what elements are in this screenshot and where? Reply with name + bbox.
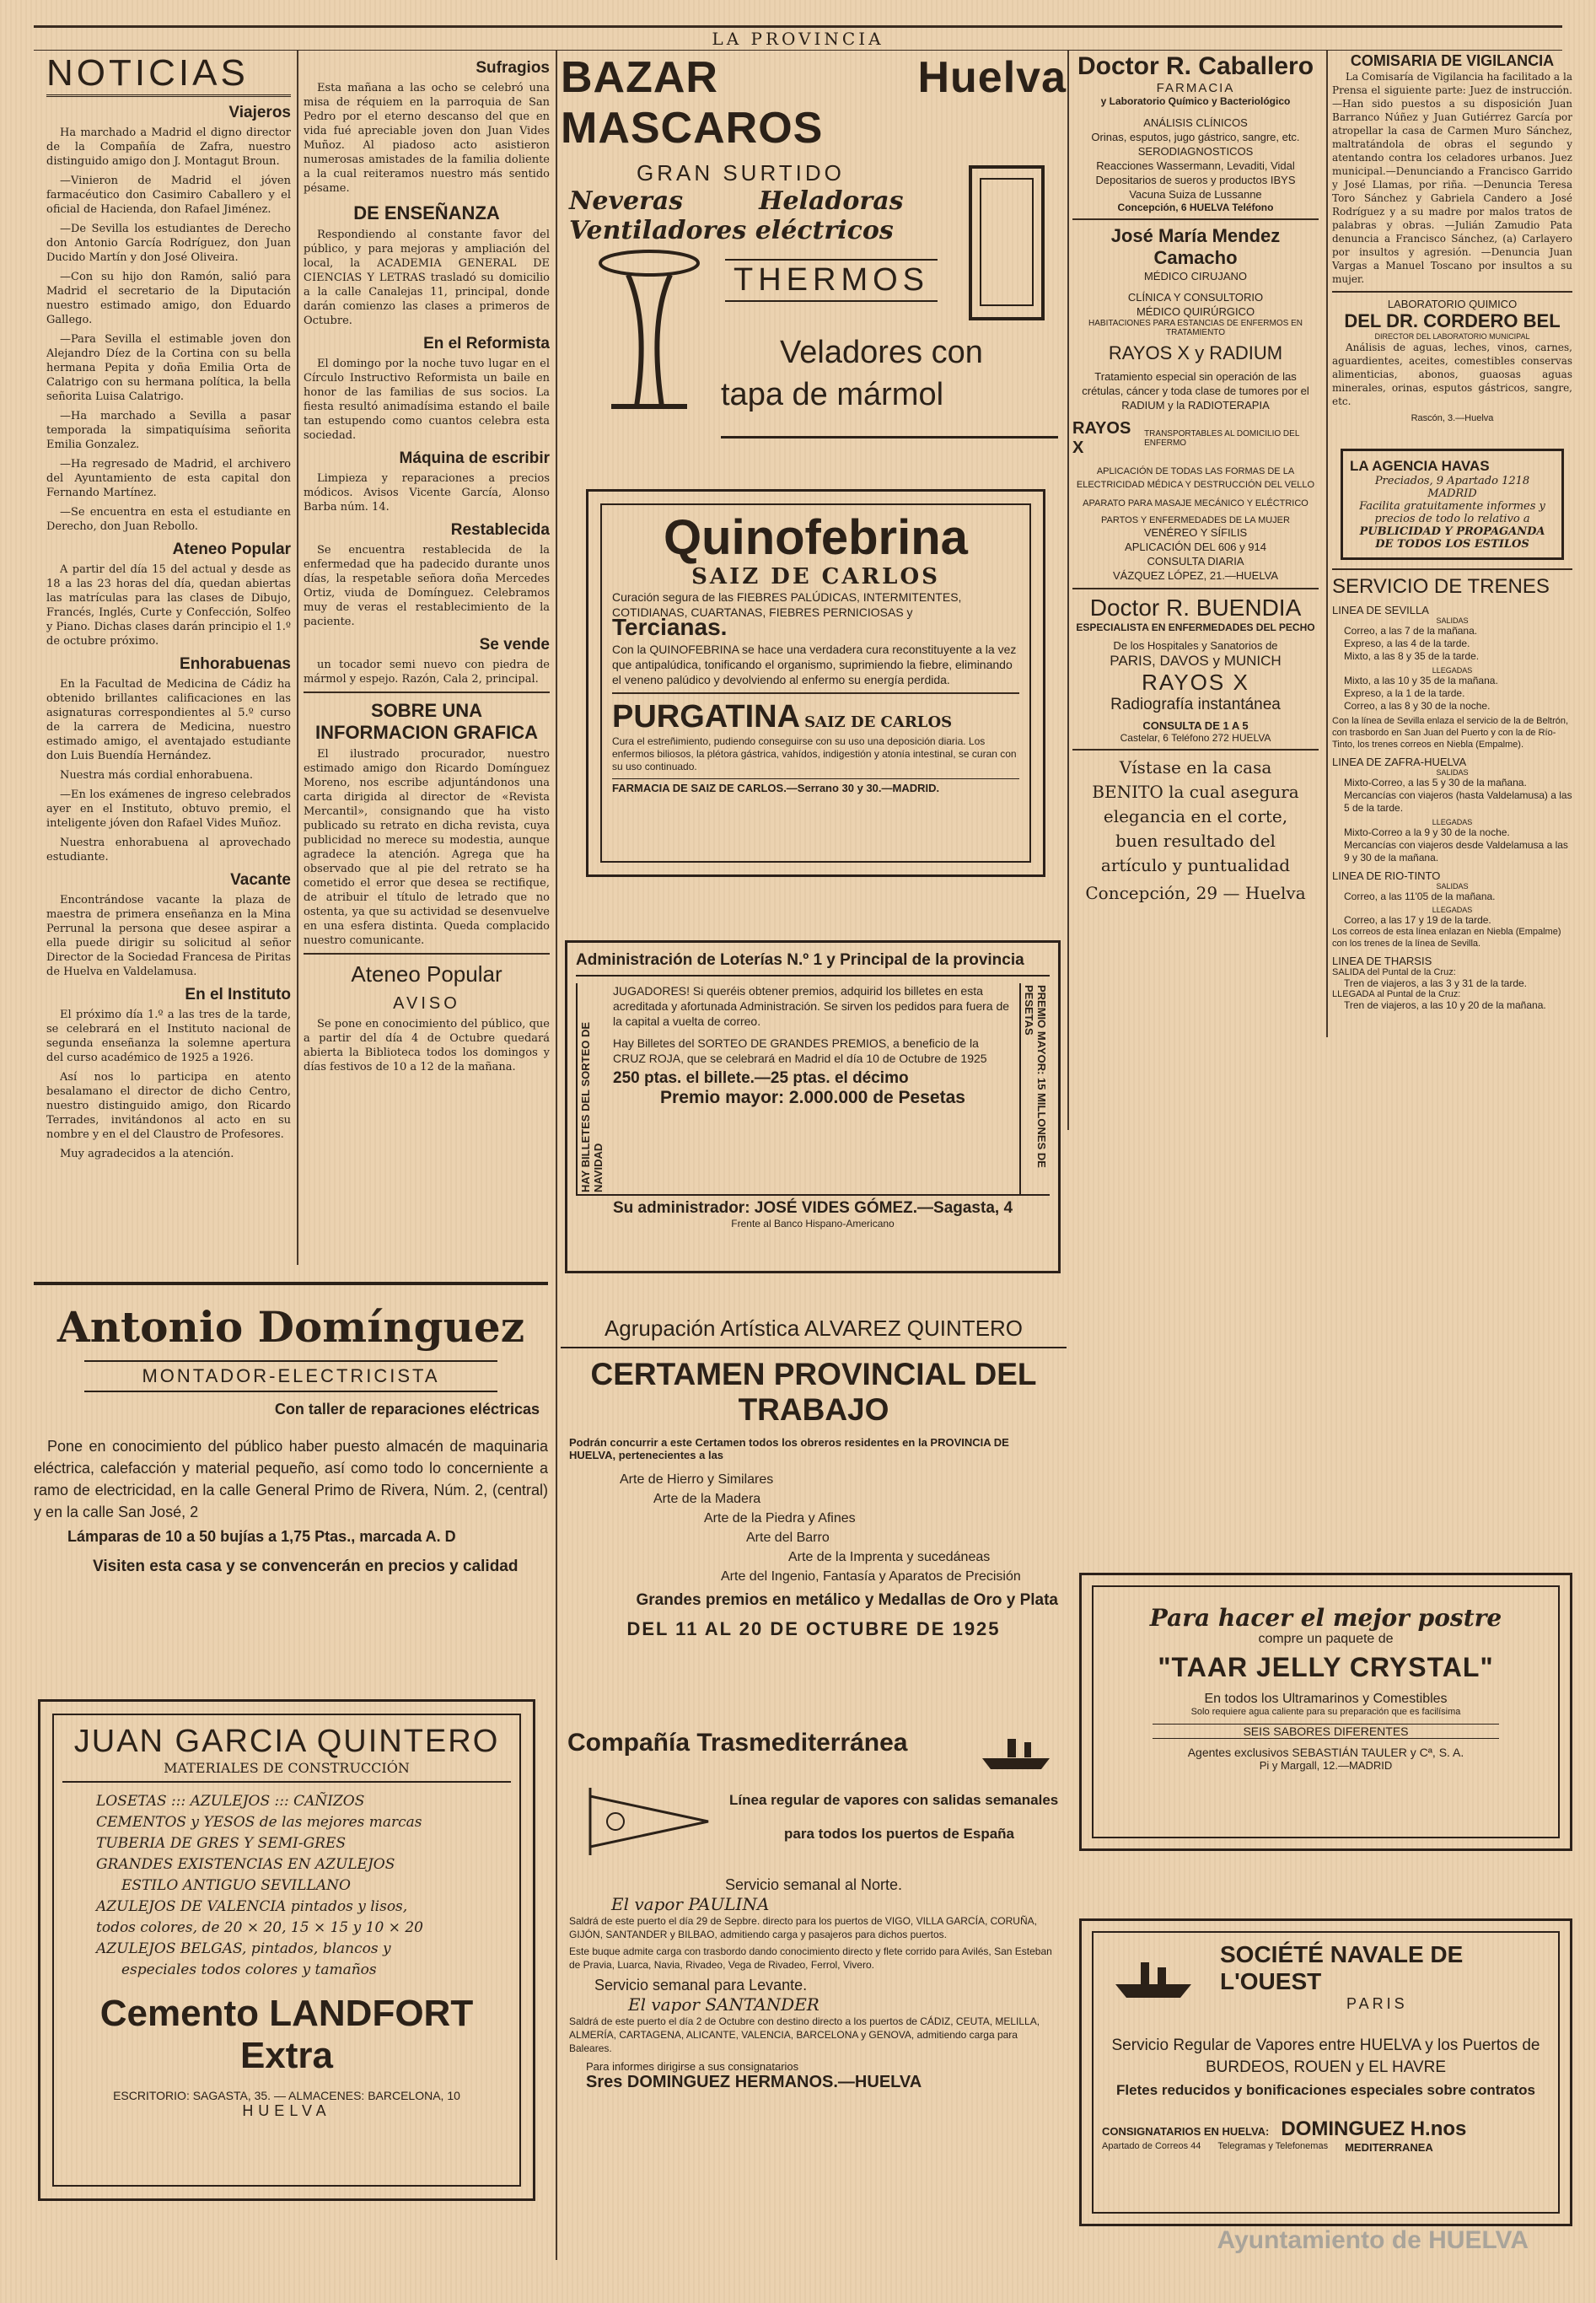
bazar-title: BAZAR MASCAROS	[561, 53, 824, 153]
juan-line: LOSETAS ::: AZULEJOS ::: CAÑIZOS	[96, 1793, 365, 1810]
navale-dominguez: DOMINGUEZ H.nos	[1281, 2117, 1467, 2140]
buendia-ciudades: PARIS, DAVOS y MUNICH	[1110, 653, 1282, 669]
jelly-sabores: SEIS SABORES DIFERENTES	[1153, 1724, 1499, 1739]
caballero-depositarios: Depositarios de sueros y productos IBYS	[1095, 174, 1296, 186]
havas-line4: PUBLICIDAD Y PROPAGANDA DE TODOS LOS ESTILOS	[1359, 525, 1545, 551]
certamen-title: CERTAMEN PROVINCIAL DEL TRABAJO	[590, 1357, 1037, 1427]
trenes-item: Mixto, a las 8 y 35 de la tarde.	[1344, 650, 1480, 662]
juan-cemento: Cemento LANDFORT Extra	[99, 1993, 474, 2076]
comisaria-title: COMISARIA DE VIGILANCIA	[1350, 52, 1555, 69]
caballero-vacuna: Vacuna Suiza de Lussanne	[1129, 188, 1262, 201]
reformista-heading: En el Reformista	[423, 335, 550, 352]
caballero-sero: SERODIAGNOSTICOS	[1137, 145, 1254, 158]
mendez-aplicacion: APLICACIÓN DE TODAS LAS FORMAS DE LA ELECTRICIDAD MÉDICA Y DESTRUCCIÓN DEL VELLO	[1076, 466, 1315, 490]
trenes-salidas: SALIDAS	[1436, 616, 1469, 625]
restablecida-heading: Restablecida	[450, 521, 550, 539]
mendez-habitaciones: HABITACIONES PARA ESTANCIAS DE ENFERMOS EN TRATAMIENTO	[1088, 319, 1303, 337]
havas-ad	[1341, 449, 1564, 560]
loteria-right-vertical: PREMIO MAYOR: 15 MILLONES DE PESETAS	[1019, 983, 1050, 1194]
jelly-dir: Pi y Margall, 12.—MADRID	[1259, 1759, 1393, 1772]
loteria-premio: Premio mayor: 2.000.000 de Pesetas	[660, 1088, 965, 1107]
bazar-neveras: Neveras	[569, 186, 684, 216]
trasmed-puertos: para todos los puertos de España	[784, 1826, 1015, 1842]
viajeros-text: —Con su hijo don Ramón, salió para Madrid el secretario de la Diputación nuestro estimado amigo, don Eduardo Gallego.	[46, 271, 291, 326]
enhorabuenas-text: Nuestra más cordial enhorabuena.	[60, 769, 254, 782]
trasmed-linea: Línea regular de vapores con salidas semanales	[729, 1792, 1059, 1808]
informacion-text: El ilustrado procurador, nuestro estimado amigo don Ricardo Domínguez Moreno, nos escribe adjuntándonos una carta dirigida al director de «Revista Mercantil», consignando que ha visto publicado su retrato en dicha revista, cuya publicidad no merece su modestia, aunque agradece la atención. Agrega que ha observado que al pie del retrato se ha cometido el error que desea se rectifique, de atribuir el título de letrado que no ostenta, ya que su actividad se desenvuelve en una esfera distinta. Queda complacido nuestro comunicante.	[304, 748, 550, 947]
cordero-dir: DIRECTOR DEL LABORATORIO MUNICIPAL	[1374, 332, 1530, 341]
loteria-text: JUGADORES! Si queréis obtener premios, adquirid los billetes en esta acreditada y afortunada Administración. Se sirven los pedidos para fuera de la capital a vuelta de correo.	[613, 984, 1010, 1028]
caballero-lab: y Laboratorio Químico y Bacteriológico	[1100, 95, 1291, 107]
trenes-item: Mixto-Correo, a las 5 y 30 de la mañana.	[1344, 777, 1527, 788]
bazar-ventiladores: Ventiladores eléctricos	[569, 216, 894, 245]
reformista-text: El domingo por la noche tuvo lugar en el Círculo Instructivo Reformista un baile en honor de las familias de sus socios. La fiesta resultó animadísima estando el baile tan estupendo como cuantos celebra esta sociedad.	[304, 358, 550, 442]
viajeros-heading: Viajeros	[228, 104, 291, 121]
navale-apartado: Apartado de Correos 44	[1102, 2141, 1201, 2151]
purgatina-brand: SAIZ DE CARLOS	[804, 713, 953, 731]
sufragios-heading: Sufragios	[476, 59, 550, 77]
trasmed-text2: Este buque admite carga con trasbordo dando conocimiento directo y flete corrido para Avilés, San Esteban de Pravia, Luarca, Navia, Rivadeo, Vega de Rivadeo, Ferrol, Vivero.	[569, 1945, 1052, 1971]
certamen-ad	[561, 1316, 1067, 1699]
loteria-left-vertical: HAY BILLETES DEL SORTEO DE NAVIDAD	[576, 983, 606, 1194]
mendez-consulta: CONSULTA DIARIA	[1147, 555, 1244, 568]
trenes-riotinto: LINEA DE RIO-TINTO	[1332, 869, 1441, 882]
antonio-title: Antonio Domínguez	[56, 1302, 525, 1352]
viajeros-text: —Se encuentra en esta el estudiante en Derecho, don Juan Rebollo.	[46, 506, 291, 533]
jelly-agentes: Agentes exclusivos SEBASTIÁN TAULER y Cª, S. A.	[1187, 1746, 1464, 1759]
juan-sub: MATERIALES DE CONSTRUCCIÓN	[62, 1760, 511, 1783]
navale-text: Servicio Regular de Vapores entre HUELVA y los Puertos de BURDEOS, ROUEN y EL HAVRE	[1111, 2037, 1540, 2076]
cordero-addr: Rascón, 3.—Huelva	[1411, 413, 1494, 423]
trenes-salidas: SALIDAS	[1436, 768, 1469, 777]
mendez-medico: MÉDICO CIRUJANO	[1143, 270, 1248, 282]
vacante-heading: Vacante	[230, 871, 291, 889]
havas-line1: Preciados, 9 Apartado 1218	[1374, 475, 1530, 487]
viajeros-text: Ha marchado a Madrid el digno director de la Compañía de Zafra, nuestro distinguido amigo don J. Montagut Broun.	[46, 126, 291, 168]
instituto-text: El próximo día 1.º a las tres de la tarde, se celebrará en el Instituto nacional de segunda enseñanza la solemne apertura del curso académico de 1925 a 1926.	[46, 1009, 291, 1064]
trasmed-norte: Servicio semanal al Norte.	[724, 1876, 903, 1893]
navale-city: PARIS	[1346, 1995, 1408, 2012]
bazar-veladores: Veladores con	[780, 335, 983, 370]
newspaper-header	[34, 25, 1562, 51]
viajeros-text: —Para Sevilla el estimable joven don Alejandro Díez de la Cortina con su bella hermana Pepita y doña Emilia Orta de Calatrigo con su hermana política, la bella señorita Luisa Calatrigo.	[46, 333, 291, 403]
trenes-item: SALIDA del Puntal de la Cruz:	[1332, 967, 1456, 977]
trenes-title: SERVICIO DE TRENES	[1332, 575, 1550, 598]
ensenanza-heading: DE ENSEÑANZA	[353, 202, 500, 223]
column-divider	[556, 51, 557, 2260]
aviso-text: Se pone en conocimiento del público, que a partir del día 4 de Octubre quedará abierta la Biblioteca todos los domingos y días festivos de 10 a 12 de la mañana.	[304, 1018, 550, 1073]
certamen-arte: Arte de la Imprenta y sucedáneas	[788, 1550, 991, 1564]
buendia-title: Doctor R. BUENDIA	[1089, 595, 1302, 621]
quino-brand: SAIZ DE CARLOS	[691, 564, 940, 589]
caballero-analisis: ANÁLISIS CLÍNICOS	[1143, 116, 1248, 129]
buendia-consulta: CONSULTA DE 1 A 5	[1142, 719, 1249, 732]
instituto-text: Muy agradecidos a la atención.	[60, 1148, 234, 1160]
divider	[304, 691, 550, 693]
mendez-rayos2: RAYOS X	[1072, 419, 1131, 457]
benito-dir: Concepción, 29 — Huelva	[1085, 883, 1306, 903]
ship-icon	[978, 1729, 1054, 1771]
jelly-line2: compre un paquete de	[1258, 1632, 1394, 1646]
enhorabuenas-heading: Enhorabuenas	[180, 655, 291, 673]
certamen-arte: Arte de Hierro y Similares	[620, 1472, 774, 1487]
right-column	[1332, 52, 1572, 1756]
quino-text1: Curación segura de las FIEBRES PALÚDICAS, INTERMITENTES, COTIDIANAS, CUARTANAS, FIEBRES PERNICIOSAS y	[612, 590, 962, 619]
juan-line: especiales todos colores y tamaños	[121, 1961, 377, 1978]
buendia-hosp: De los Hospitales y Sanatorios de	[1113, 639, 1278, 652]
loteria-frente: Frente al Banco Hispano-Americano	[731, 1218, 895, 1230]
navale-title: SOCIÉTÉ NAVALE DE L'OUEST	[1220, 1941, 1464, 1994]
bazar-surtido: GRAN SURTIDO	[637, 160, 845, 186]
viajeros-text: —Ha regresado de Madrid, el archivero del Ayuntamiento de esta capital don Fernando Martínez.	[46, 458, 291, 499]
trenes-llegadas: LLEGADAS	[1432, 906, 1473, 914]
trenes-item: Expreso, a la 1 de la tarde.	[1344, 687, 1465, 699]
noticias-title: NOTICIAS	[46, 52, 291, 97]
steamship-icon	[1111, 1951, 1196, 2001]
juan-line: TUBERIA DE GRES Y SEMI-GRES	[96, 1835, 347, 1852]
trenes-item: Expreso, a las 4 de la tarde.	[1344, 638, 1470, 649]
antonio-sub: MONTADOR-ELECTRICISTA	[84, 1360, 497, 1392]
juan-escritorio: ESCRITORIO: SAGASTA, 35. — ALMACENES: BARCELONA, 10	[113, 2089, 460, 2102]
jelly-line4: Solo requiere agua caliente para su preparación que es facilísima	[1190, 1707, 1461, 1717]
jelly-line1: Para hacer el mejor postre	[1149, 1604, 1502, 1632]
certamen-arte: Arte del Barro	[746, 1531, 830, 1545]
bazar-thermos: THERMOS	[725, 259, 938, 302]
informacion-heading: SOBRE UNA INFORMACION GRAFICA	[315, 700, 538, 743]
vende-text: un tocador semi nuevo con piedra de mármol y espejo. Razón, Cala 2, principal.	[304, 659, 550, 686]
loteria-ad	[565, 940, 1061, 1273]
bazar-ad	[561, 52, 1067, 449]
divider	[612, 692, 1019, 694]
buendia-esp: ESPECIALISTA EN ENFERMEDADES DEL PECHO	[1076, 621, 1315, 633]
antonio-lamparas: Lámparas de 10 a 50 bujías a 1,75 Ptas., marcada A. D	[67, 1528, 456, 1545]
instituto-text: Así nos lo participa en atento besalamano el director de dicho Centro, nuestro distinguido amigo, don Ricardo Terrades, invitándonos al acto en su nombre y en el del Claustro de Profesores.	[46, 1071, 291, 1141]
caballero-reacciones: Reacciones Wassermann, Levaditi, Vidal	[1096, 159, 1295, 172]
trasmed-informes: Para informes dirigirse a sus consignatarios	[586, 2060, 799, 2073]
mendez-quirurgico: MÉDICO QUIRÚRGICO	[1136, 305, 1255, 318]
viajeros-text: —De Sevilla los estudiantes de Derecho don Antonio García Rodríguez, don Juan Ducido Martín y don José Oliveira.	[46, 223, 291, 264]
mendez-aparato: APARATO PARA MASAJE MECÁNICO Y ELÉCTRICO	[1083, 498, 1309, 508]
purgatina-text: Cura el estreñimiento, pudiendo conseguirse con su uso una deposición diaria. Los enfermos biliosos, la plétora gástrica, vahídos, indigestión y atonía intestinal, se curan con su uso continuado.	[612, 735, 1017, 772]
juan-title: JUAN GARCIA QUINTERO	[73, 1724, 500, 1759]
antonio-text: Pone en conocimiento del público haber puesto almacén de maquinaria eléctrica, calefacción y material pequeño, así como todo lo concerniente a ramo de electricidad, en la calle General Primo de Rivera, Núm. 2, (central) y en la calle San José, 2	[34, 1438, 548, 1520]
agrupacion-title: Agrupación Artística ALVAREZ QUINTERO	[561, 1316, 1067, 1348]
divider	[1072, 749, 1319, 751]
trenes-item: Correo, a las 17 y 19 de la tarde.	[1344, 914, 1491, 926]
mendez-clinica: CLÍNICA Y CONSULTORIO	[1127, 291, 1264, 304]
bazar-city: Huelva	[917, 53, 1067, 102]
column-divider	[297, 51, 298, 1265]
ensenanza-text: Respondiendo al constante favor del público, y para mejoras y ampliación del local, la ACADEMIA GENERAL DE CIENCIAS Y LETRAS trasladó su domicilio a la calle Canalejas 11, principal, donde darán comienzo las clases a primeros de Octubre.	[304, 229, 550, 327]
column-divider	[1326, 51, 1328, 1037]
mendez-transportables: TRANSPORTABLES AL DOMICILIO DEL ENFERMO	[1144, 429, 1300, 448]
quino-text2: Con la QUINOFEBRINA se hace una verdadera cura reconstituyente a la vez que antipalúdica, tonificando el organismo, suprimiendo la fiebre, eliminando el veneno palúdico y devolviendo al enfermo su energía perdida.	[612, 643, 1017, 686]
trenes-item: Tren de viajeros, a las 10 y 20 de la mañana.	[1344, 999, 1546, 1011]
juan-garcia-ad	[38, 1699, 535, 2201]
navale-ad	[1079, 1918, 1572, 2226]
trenes-item: LLEGADA al Puntal de la Cruz:	[1332, 989, 1461, 999]
trenes-llegadas: LLEGADAS	[1432, 666, 1473, 675]
juan-line: CEMENTOS y YESOS de las mejores marcas	[96, 1814, 422, 1831]
ateneo2-heading: Ateneo Popular	[351, 961, 502, 987]
archive-watermark: Ayuntamiento de HUELVA	[1217, 2226, 1529, 2254]
trenes-zafra: LINEA DE ZAFRA-HUELVA	[1332, 756, 1467, 768]
vende-heading: Se vende	[479, 636, 550, 654]
aviso-heading: AVISO	[393, 994, 460, 1013]
enhorabuenas-text: Nuestra enhorabuena al aprovechado estudiante.	[46, 837, 291, 864]
restablecida-text: Se encuentra restablecida de la enfermedad que ha padecido durante unos días, la respetable señora doña Mercedes Ortiz, viuda de Domínguez. Celebramos muy de veras el restablecimiento de la paciente.	[304, 544, 550, 628]
trenes-item: Correo, a las 11'05 de la mañana.	[1344, 891, 1496, 902]
trenes-item: Mixto, a las 10 y 35 de la mañana.	[1344, 675, 1498, 686]
trasmed-text3: Saldrá de este puerto el día 2 de Octubre con destino directo a los puertos de CÁDIZ, CEUTA, MELILLA, ALMERÍA, CARTAGENA, ALICANTE, VALENCIA, BARCELONA y GENOVA, admitiendo carga para Baleares.	[569, 2015, 1040, 2054]
havas-line3: Facilita gratuitamente informes y precios de todo lo relativo a	[1359, 500, 1545, 525]
trasmed-ad	[561, 1729, 1067, 2226]
quino-pharmacy: FARMACIA DE SAIZ DE CARLOS.—Serrano 30 y 30.—MADRID.	[612, 778, 1019, 794]
trasmed-vapor2: El vapor SANTANDER	[628, 1994, 819, 2015]
mendez-rayos: RAYOS X y RADIUM	[1108, 342, 1283, 363]
trasmed-levante: Servicio semanal para Levante.	[594, 1977, 808, 1994]
column-divider	[1067, 51, 1069, 1130]
enhorabuenas-text: —En los exámenes de ingreso celebrados ayer en el Instituto, obtuvo premio, el inteligente jóven don Rafael Vides Muñoz.	[46, 788, 291, 830]
ateneo-text: A partir del día 15 del actual y desde as 18 a las 23 horas del día, quedan abiertas las matrículas para las clases de Dibujo, Francés, Inglés, Curte y Confección, Solfeo y Piano. Dichas clases darán principio el 1.º de octubre próximo.	[46, 563, 291, 648]
trasmed-text1: Saldrá de este puerto el día 29 de Sepbre. directo para los puertos de VIGO, VILLA GARCÍA, CORUÑA, GIJÓN, SANTANDER y BILBAO, admitiendo carga y pasajeros para dichos puertos.	[569, 1915, 1037, 1940]
buendia-rayos: RAYOS X	[1142, 670, 1249, 695]
certamen-intro: Podrán concurrir a este Certamen todos los obreros residentes en la PROVINCIA DE HUELVA, pertenecientes a las	[569, 1436, 1009, 1461]
trenes-sevilla: LINEA DE SEVILLA	[1332, 604, 1429, 616]
juan-ciudad: HUELVA	[242, 2102, 331, 2119]
cordero-title: DEL DR. CORDERO BEL	[1344, 310, 1561, 331]
masthead-title: LA PROVINCIA	[712, 29, 884, 49]
loteria-sorteo: Hay Billetes del SORTEO DE GRANDES PREMIOS, a beneficio de la CRUZ ROJA, que se celebrará en Madrid el día 10 de Octubre de 1925	[613, 1036, 987, 1065]
quino-tercianas: Tercianas.	[612, 614, 728, 640]
ateneo-heading: Ateneo Popular	[172, 541, 291, 558]
maquina-text: Limpieza y reparaciones a precios módicos. Avisos Vicente García, Alonso Barba núm. 14.	[304, 472, 550, 514]
news-column-2	[304, 52, 550, 1241]
antonio-ad	[34, 1282, 548, 1656]
navale-consig: CONSIGNATARIOS EN HUELVA:	[1102, 2125, 1270, 2138]
divider	[1072, 218, 1319, 220]
jelly-ad	[1079, 1573, 1572, 1851]
juan-line: ESTILO ANTIGUO SEVILLANO	[121, 1877, 351, 1894]
caballero-orinas: Orinas, esputos, jugo gástrico, sangre, etc.	[1091, 131, 1300, 143]
quino-title: Quinofebrina	[664, 510, 968, 565]
doctors-column	[1072, 52, 1319, 1756]
quinofebrina-ad	[586, 489, 1045, 877]
caballero-title: Doctor R. Caballero	[1077, 52, 1314, 80]
trenes-note: Con la línea de Sevilla enlaza el servicio de la de Beltrón, con trasbordo en San Juan del Puerto y con la de Río-Tinto, los trenes correos en Niebla (Empalme).	[1332, 716, 1569, 750]
company-flag-icon	[586, 1788, 712, 1855]
trenes-item: Mercancías con viajeros desde Valdelamusa a las 9 y 30 de la mañana.	[1344, 839, 1568, 864]
trasmed-title: Compañía Trasmediterránea	[567, 1729, 908, 1757]
certamen-fechas: DEL 11 AL 20 DE OCTUBRE DE 1925	[626, 1618, 1001, 1639]
bazar-heladoras: Heladoras	[759, 186, 904, 216]
antonio-taller: Con taller de reparaciones eléctricas	[274, 1401, 540, 1418]
mendez-venereo: VENÉREO Y SÍFILIS	[1143, 526, 1248, 539]
trasmed-vapor1: El vapor PAULINA	[611, 1894, 770, 1914]
juan-line: AZULEJOS BELGAS, pintados, blancos y	[96, 1940, 391, 1957]
divider	[304, 953, 550, 955]
trenes-note: Los correos de esta línea enlazan en Niebla (Empalme) con los trenes de la línea de Sevilla.	[1332, 927, 1561, 949]
viajeros-text: —Ha marchado a Sevilla a pasar temporada la simpatiquísima señorita Emilia Gonzalez.	[46, 410, 291, 451]
juan-line: AZULEJOS DE VALENCIA pintados y lisos,	[96, 1898, 408, 1915]
loteria-price: 250 ptas. el billete.—25 ptas. el décimo	[613, 1069, 909, 1087]
benito-text: Vístase en la casa BENITO la cual asegura elegancia en el corte, buen resultado del artículo y puntualidad	[1092, 757, 1299, 875]
jelly-line3: En todos los Ultramarinos y Comestibles	[1204, 1692, 1448, 1706]
cordero-lab: LABORATORIO QUIMICO	[1387, 298, 1518, 310]
bazar-tapa: tapa de mármol	[721, 377, 944, 412]
certamen-premios: Grandes premios en metálico y Medallas de Oro y Plata	[636, 1591, 1058, 1609]
juan-line: GRANDES EXISTENCIAS EN AZULEJOS	[96, 1856, 395, 1873]
cordero-text: Análisis de aguas, leches, vinos, carnes, aguardientes, aceites, comestibles conservas alimenticias, abonos, guaosas aguas minerales, orinas, esputos gástricos, sangre, etc.	[1332, 342, 1572, 407]
navale-tel: Telegramas y Telefonemas	[1217, 2141, 1329, 2151]
noticias-column	[46, 52, 291, 1267]
divider	[1072, 588, 1319, 589]
caballero-direccion: Concepción, 6 HUELVA Teléfono	[1117, 202, 1274, 213]
navale-med: MEDITERRANEA	[1345, 2141, 1433, 2154]
vacante-text: Encontrándose vacante la plaza de maestra de primera enseñanza en la Mina Perrunal la persona que desee aspirar a ella puede dirigir su solicitud al señor Director de la Sociedad Francesa de Piritas de Huelva en Valdelamusa.	[46, 894, 291, 978]
juan-line: todos colores, de 20 × 20, 15 × 15 y 10 × 20	[96, 1919, 423, 1936]
trenes-item: Correo, a las 7 de la mañana.	[1344, 625, 1478, 637]
havas-line2: MADRID	[1427, 487, 1477, 500]
trenes-item: Correo, a las 8 y 30 de la noche.	[1344, 700, 1491, 712]
jelly-title: "TAAR JELLY CRYSTAL"	[1158, 1652, 1494, 1682]
mendez-direccion: VÁZQUEZ LÓPEZ, 21.—HUELVA	[1112, 569, 1278, 582]
divider	[1332, 291, 1572, 293]
buendia-radio: Radiografía instantánea	[1110, 696, 1281, 713]
comisaria-text: La Comisaría de Vigilancia ha facilitado a la Prensa el siguiente parte: Juez de instrucción.—Han sido puestos a su disposición Juan Barranco Núñez y Juan Gutiérrez García por atropellar la casa de Carmen Muro Sánchez, maltratándola de obras el segundo y atentando contra los celadores urbanos. Juez municipal.—Denunciando a Francisco Garrido y José Llamas, por riña. —Denuncia Teresa Toro Sánchez y Gabriela Candero a José Rodríguez y a su madre por malos tratos de palabras y obras. —Julián Zamudio Pata denuncia a Francisco Sánchez, (a) Carlayero por insultos y agresión. —Denuncia Juan Vargas a Manuel Toscano por insultos a su mujer.	[1332, 71, 1572, 285]
caballero-farmacia: FARMACIA	[1156, 81, 1235, 95]
sufragios-text: Esta mañana a las ocho se celebró una misa de réquiem en la parroquia de San Pedro por el eterno descanso del que en vida fué apreciable joven don Juan Vides Muñoz. Al piadoso acto asistieron numerosas amistades de la familia doliente a la cual reiteramos nuestro más sentido pésame.	[304, 82, 550, 195]
mendez-title: José María Mendez Camacho	[1110, 225, 1281, 268]
certamen-arte: Arte de la Piedra y Afines	[704, 1511, 856, 1525]
trasmed-consign: Sres DOMINGUEZ HERMANOS.—HUELVA	[586, 2073, 922, 2091]
mendez-tratamiento: Tratamiento especial sin operación de las crétulas, cáncer y toda clase de tumores por el RADIUM y la RADIOTERAPIA	[1082, 370, 1309, 412]
loteria-title: Administración de Loterías N.º 1 y Principal de la provincia	[576, 951, 1050, 977]
trenes-salidas: SALIDAS	[1436, 882, 1469, 891]
buendia-direccion: Castelar, 6 Teléfono 272 HUELVA	[1120, 732, 1271, 744]
divider	[1332, 568, 1572, 570]
havas-title: LA AGENCIA HAVAS	[1350, 458, 1490, 474]
purgatina-title: PURGATINA	[612, 699, 801, 734]
certamen-arte: Arte de la Madera	[653, 1492, 761, 1506]
trenes-llegadas: LLEGADAS	[1432, 818, 1473, 826]
enhorabuenas-text: En la Facultad de Medicina de Cádiz ha obtenido brillantes calificaciones en las asignaturas correspondientes al 5.º curso de la carrera de Medicina, nuestro estimado amigo, el aventajado estudiante don Luis Buendía Hernández.	[46, 678, 291, 762]
divider	[721, 436, 1058, 439]
mendez-aplic606: APLICACIÓN DEL 606 y 914	[1125, 541, 1266, 553]
viajeros-text: —Vinieron de Madrid el jóven farmacéutico don Casimiro Caballero y el oficial de Hacienda, don Rafael Jiménez.	[46, 175, 291, 216]
instituto-heading: En el Instituto	[185, 986, 291, 1004]
trenes-tharsis: LINEA DE THARSIS	[1332, 955, 1432, 967]
trenes-item: Tren de viajeros, a las 3 y 31 de la tarde.	[1344, 977, 1528, 989]
mendez-partos: PARTOS Y ENFERMEDADES DE LA MUJER	[1101, 515, 1290, 525]
loteria-admin: Su administrador: JOSÉ VIDES GÓMEZ.—Sagasta, 4	[576, 1194, 1050, 1218]
navale-fletes: Fletes reducidos y bonificaciones especiales sobre contratos	[1116, 2082, 1535, 2098]
certamen-arte: Arte del Ingenio, Fantasía y Aparatos de Precisión	[721, 1569, 1021, 1584]
refrigerator-illustration	[965, 162, 1050, 331]
trenes-item: Mixto-Correo a la 9 y 30 de la noche.	[1344, 826, 1510, 838]
antonio-visiten: Visiten esta casa y se convencerán en precios y calidad	[93, 1558, 519, 1575]
maquina-heading: Máquina de escribir	[399, 449, 550, 467]
table-illustration	[594, 246, 704, 423]
trenes-item: Mercancías con viajeros (hasta Valdelamusa) a las 5 de la tarde.	[1344, 789, 1572, 814]
